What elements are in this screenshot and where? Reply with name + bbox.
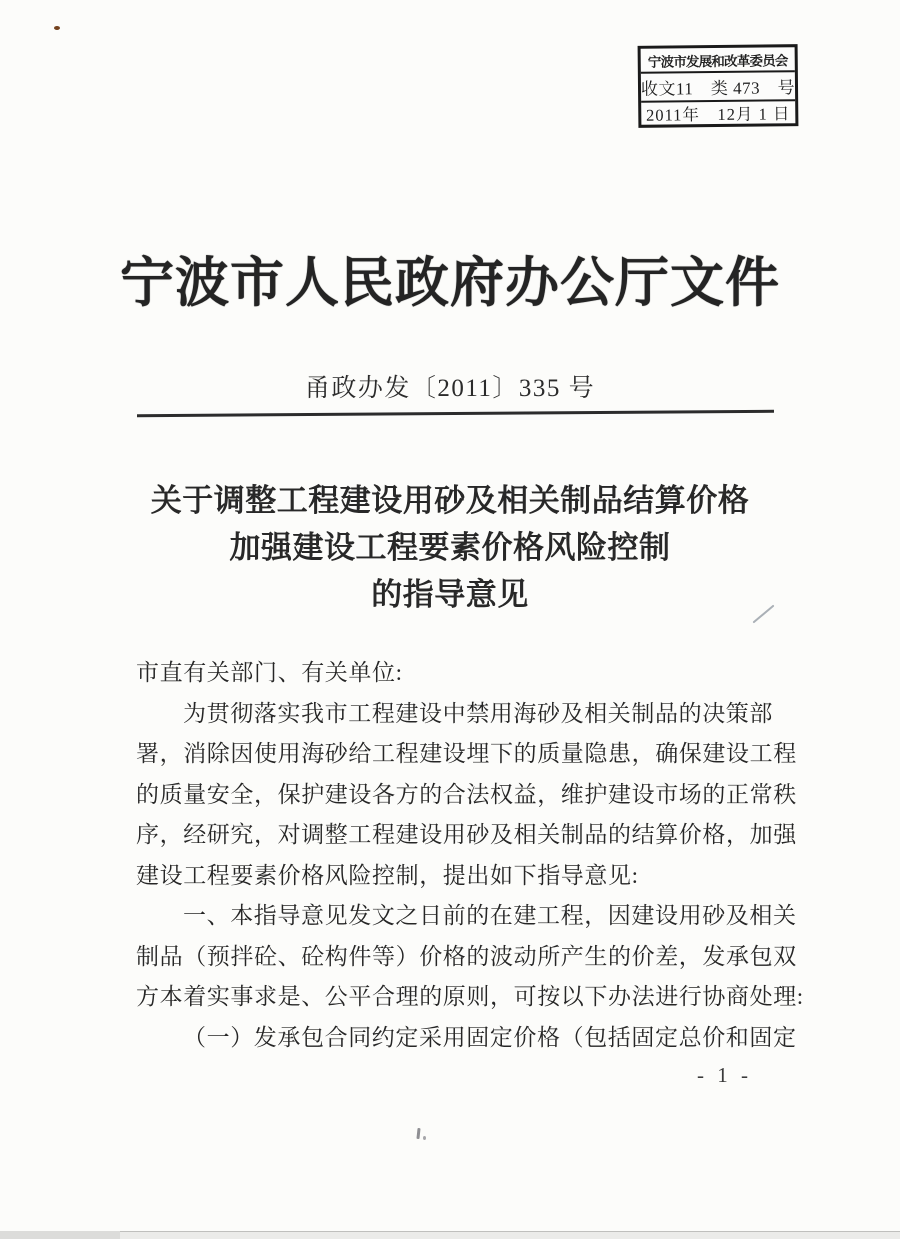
document-title-line: 加强建设工程要素价格风险控制 (229, 530, 671, 565)
stamp-receipt-date: 2011年 12月 1 日 (641, 99, 795, 125)
scan-bottom-edge-shadow (0, 1231, 120, 1239)
document-title-line: 关于调整工程建设用砂及相关制品结算价格 (150, 483, 750, 518)
body-line: 署，消除因使用海砂给工程建设埋下的质量隐患，确保建设工程 (136, 741, 797, 766)
registry-stamp-box (638, 44, 799, 128)
scan-speck (54, 26, 60, 30)
body-line: 的质量安全，保护建设各方的合法权益，维护建设市场的正常秩 (136, 781, 797, 807)
stamp-receipt-number: 收文11 类 473 号 (641, 70, 795, 101)
scan-speck (416, 1128, 420, 1139)
body-line: 建设工程要素价格风险控制，提出如下指导意见: (136, 862, 639, 888)
body-line: 制品（预拌砼、砼构件等）价格的波动所产生的价差，发承包双 (136, 943, 797, 969)
document-title (0, 477, 900, 618)
page-number: - 1 - (697, 1063, 752, 1087)
salutation-line: 市直有关部门、有关单位: (136, 660, 403, 685)
letterhead-divider-rule (137, 410, 774, 417)
letterhead-title: 宁波市人民政府办公厅文件 (120, 253, 780, 313)
body-line: 方本着实事求是、公平合理的原则，可按以下办法进行协商处理: (136, 984, 804, 1009)
body-line: 序，经研究，对调整工程建设用砂及相关制品的结算价格，加强 (136, 822, 797, 847)
document-number: 甬政办发〔2011〕335 号 (304, 375, 596, 402)
scan-speck (423, 1136, 426, 1140)
body-line: （一）发承包合同约定采用固定价格（包括固定总价和固定 (183, 1024, 797, 1050)
body-line: 一、本指导意见发文之日前的在建工程，因建设用砂及相关 (183, 903, 797, 928)
document-body (136, 653, 804, 1058)
body-line: 为贯彻落实我市工程建设中禁用海砂及相关制品的决策部 (183, 700, 773, 726)
scan-bottom-edge (0, 1231, 900, 1239)
stamp-org-name: 宁波市发展和改革委员会 (647, 52, 788, 70)
document-title-line: 的指导意见 (371, 577, 529, 612)
